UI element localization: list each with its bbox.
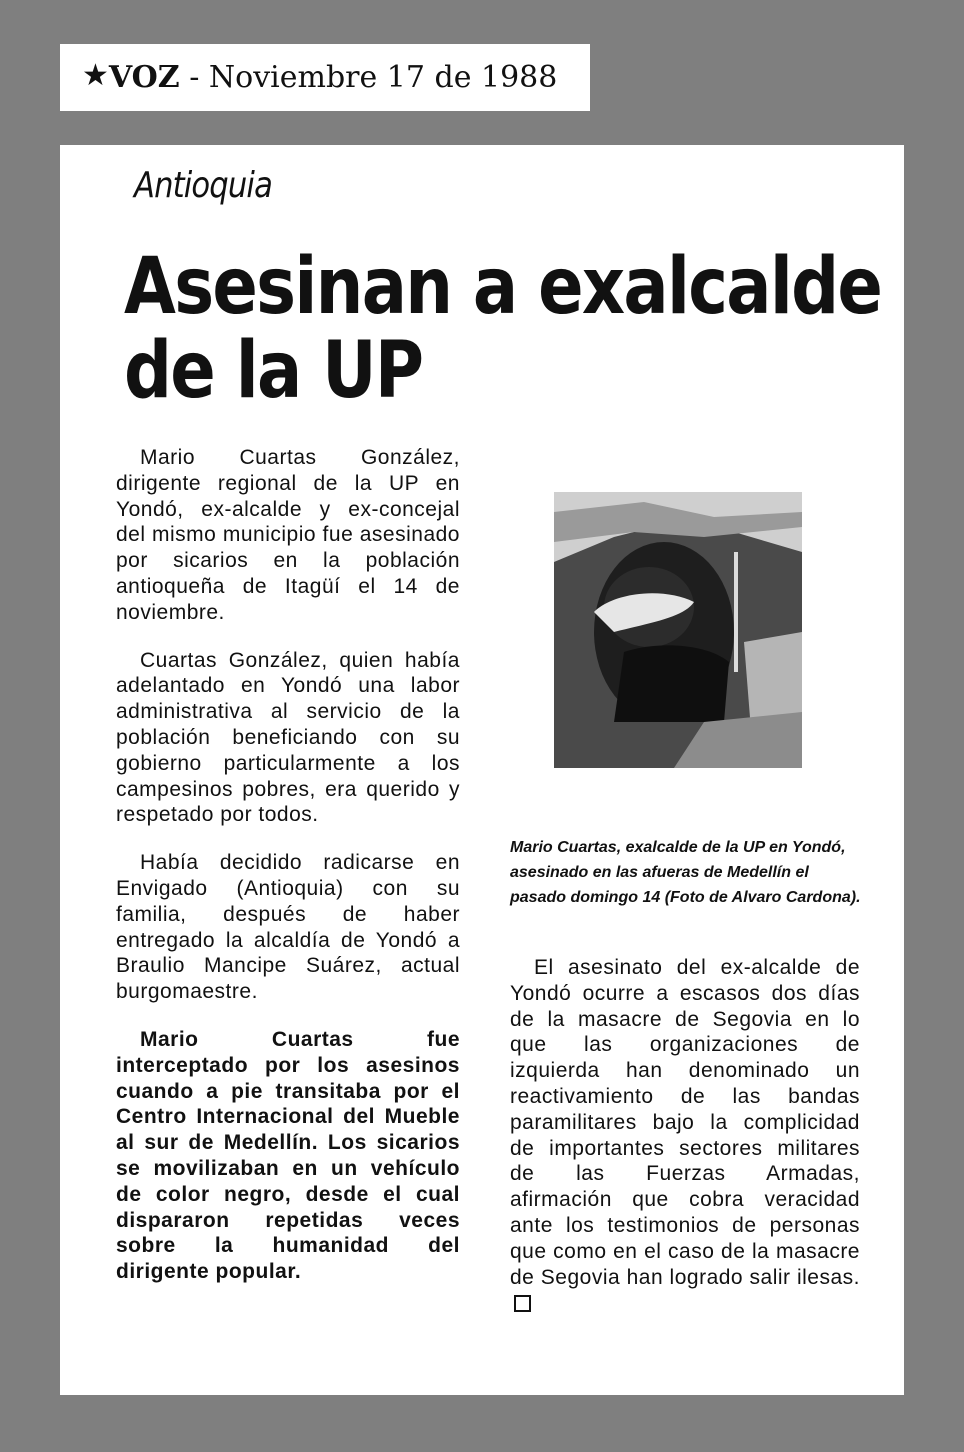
section-label: Antioquia <box>134 165 272 206</box>
end-mark-icon <box>514 1295 531 1312</box>
publication-name: VOZ <box>108 60 180 95</box>
portrait-photo <box>554 492 802 768</box>
headline <box>124 242 882 416</box>
headline-line-1: Asesinan a exalcalde <box>124 242 882 332</box>
right-column <box>510 955 860 1338</box>
paragraph-5 <box>510 955 860 1316</box>
paragraph-4: Mario Cuartas fue interceptado por los asesinos cuando a pie transitaba por el Centro Internacional del Mueble al sur de Medellín. Los sicarios se movilizaban en un vehículo de color negro, desde el cual dispararon repetidas veces sobre la humanidad del dirigente popular. <box>116 1027 460 1284</box>
paragraph-5-text: El asesinato del ex-alcalde de Yondó ocurre a escasos dos días de la masacre de Segovia en lo que las organizaciones de izquierda han denominado un reactivamiento de las bandas paramilitares bajo la complicidad de importantes sectores militares de las Fuerzas Armadas, afirmación que cobra veracidad ante los testimonios de personas que como en el caso de la masacre de Segovia han logrado salir ilesas. <box>510 956 860 1289</box>
headline-line-2: de la UP <box>124 326 423 416</box>
publication-date: Noviembre 17 de 1988 <box>208 60 558 95</box>
photo-caption: Mario Cuartas, exalcalde de la UP en Yondó, asesinado en las afueras de Medellín el pasado domingo 14 (Foto de Alvaro Cardona). <box>510 839 861 906</box>
star-icon: ★ <box>82 58 109 93</box>
left-column <box>116 445 460 1307</box>
publication-date-label <box>60 44 590 111</box>
portrait-photo-graphic <box>554 492 802 768</box>
separator: - <box>179 60 209 95</box>
paragraph-3: Había decidido radicarse en Envigado (Antioquia) con su familia, después de haber entregado la alcaldía de Yondó a Braulio Mancipe Suárez, actual burgomaestre. <box>116 851 460 1004</box>
paragraph-1: Mario Cuartas González, dirigente regional de la UP en Yondó, ex-alcalde y ex-concejal del mismo municipio fue asesinado por sicarios en la población antioqueña de Itagüí el 14 de noviembre. <box>116 446 460 624</box>
paragraph-2: Cuartas González, quien había adelantado en Yondó una labor administrativa al servicio de la población beneficiando con su gobierno particularmente a los campesinos pobres, era querido y respetado por todos. <box>116 648 460 827</box>
newspaper-clipping <box>60 145 904 1395</box>
